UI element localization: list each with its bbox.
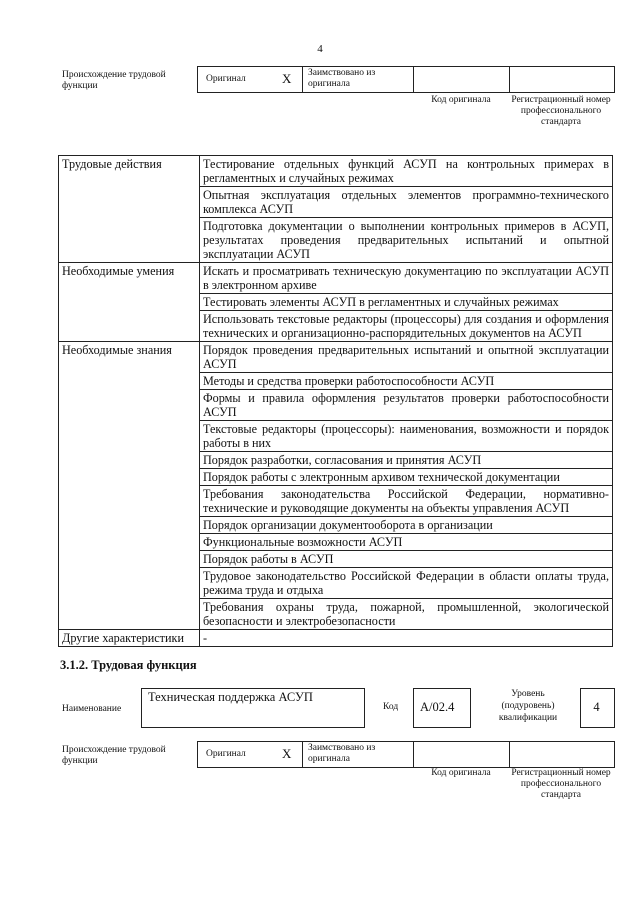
table-cell: Подготовка документации о выполнении контрольных примеров в АСУП, результатах проведения предварительных испытаний и опытной эксплуатации АСУП — [200, 218, 613, 263]
reg-number-caption: Регистрационный номер профессионального стандарта — [511, 95, 611, 127]
level-label: Уровень (подуровень) квалификации — [498, 689, 558, 723]
original-mark: X — [282, 746, 292, 761]
table-cell: Порядок работы с электронным архивом технической документации — [200, 469, 613, 486]
row-label: Необходимые знания — [59, 342, 200, 630]
origin-label: Происхождение трудовой функции — [62, 70, 166, 91]
borrowed-label: Заимствовано из оригинала — [308, 743, 376, 764]
code-label: Код — [383, 702, 399, 712]
table-cell: Требования законодательства Российской Федерации, нормативно-технические и руководящие документы на объекты управления АСУП — [200, 486, 613, 517]
section-title: 3.1.2. Трудовая функция — [60, 658, 197, 672]
table-cell: Формы и правила оформления результатов проверки работоспособности АСУП — [200, 390, 613, 421]
table-cell: Требования охраны труда, пожарной, промышленной, экологической безопасности и электробезопасности — [200, 599, 613, 630]
reg-number-caption: Регистрационный номер профессионального стандарта — [511, 768, 611, 800]
table-cell: Опытная эксплуатация отдельных элементов программно-технического комплекса АСУП — [200, 187, 613, 218]
table-cell: Использовать текстовые редакторы (процессоры) для создания и оформления технических и организационно-распорядительных документов на АСУП — [200, 311, 613, 342]
code-original-caption: Код оригинала — [431, 95, 491, 105]
table-cell: Текстовые редакторы (процессоры): наименования, возможности и порядок работы в них — [200, 421, 613, 452]
table-row — [59, 342, 613, 373]
row-label: Другие характеристики — [59, 630, 200, 647]
row-label: Необходимые умения — [59, 263, 200, 342]
page-number: 4 — [317, 43, 323, 55]
original-label: Оригинал — [206, 749, 246, 759]
table-row — [59, 263, 613, 294]
table-cell: - — [200, 630, 613, 647]
original-label: Оригинал — [206, 74, 246, 84]
name-label: Наименование — [62, 704, 122, 714]
name-value: Техническая поддержка АСУП — [148, 690, 313, 704]
table-cell: Тестировать элементы АСУП в регламентных и случайных режимах — [200, 294, 613, 311]
table-cell: Порядок работы в АСУП — [200, 551, 613, 568]
borrowed-label: Заимствовано из оригинала — [308, 68, 376, 89]
code-value: А/02.4 — [420, 700, 455, 714]
table-cell: Искать и просматривать техническую документацию по эксплуатации АСУП в электронном архиве — [200, 263, 613, 294]
original-mark: X — [282, 71, 292, 86]
labor-function-table — [58, 155, 613, 647]
table-cell: Порядок проведения предварительных испытаний и опытной эксплуатации АСУП — [200, 342, 613, 373]
table-cell: Порядок организации документооборота в организации — [200, 517, 613, 534]
origin-label: Происхождение трудовой функции — [62, 745, 166, 766]
table-cell: Трудовое законодательство Российской Федерации в области оплаты труда, режима труда и отдыха — [200, 568, 613, 599]
code-original-caption: Код оригинала — [431, 768, 491, 778]
table-cell: Методы и средства проверки работоспособности АСУП — [200, 373, 613, 390]
level-value: 4 — [593, 700, 600, 714]
table-row — [59, 630, 613, 647]
row-label: Трудовые действия — [59, 156, 200, 263]
table-cell: Функциональные возможности АСУП — [200, 534, 613, 551]
table-cell: Порядок разработки, согласования и принятия АСУП — [200, 452, 613, 469]
table-cell: Тестирование отдельных функций АСУП на контрольных примерах в регламентных и случайных режимах — [200, 156, 613, 187]
table-row — [59, 156, 613, 187]
